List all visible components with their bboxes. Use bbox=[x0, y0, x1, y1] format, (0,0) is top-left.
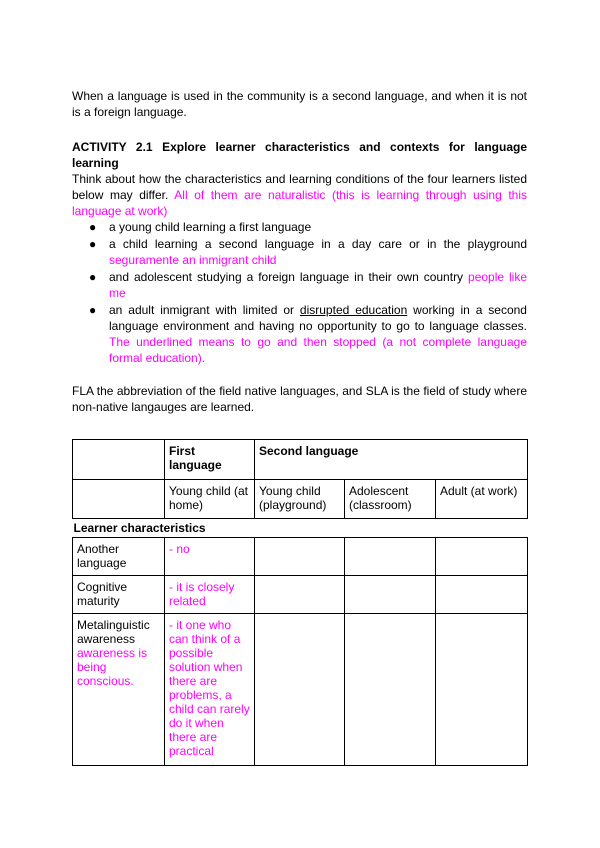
subheader-adult: Adult (at work) bbox=[436, 480, 528, 519]
table-row bbox=[73, 614, 528, 766]
bullet-note: The underlined means to go and then stopped (a not complete language formal education). bbox=[109, 335, 527, 365]
empty-cell bbox=[436, 538, 528, 576]
bullet-text: a young child learning a first language bbox=[109, 220, 312, 234]
row-label-cell bbox=[73, 614, 165, 766]
section-row bbox=[73, 519, 528, 538]
empty-cell bbox=[255, 576, 345, 614]
first-language-cell: - no bbox=[165, 538, 255, 576]
bullet-text-before: an adult inmigrant with limited or bbox=[109, 303, 294, 317]
activity-prompt bbox=[72, 171, 527, 219]
list-item bbox=[72, 219, 527, 235]
row-label: Another language bbox=[73, 538, 165, 576]
activity-prompt-note: All of them are naturalistic (this is learning through using this language at work) bbox=[72, 188, 528, 218]
activity-prompt-text: Think about how the characteristics and learning conditions of the four learners listed below may differ. bbox=[72, 172, 527, 202]
bullet-icon: ● bbox=[89, 220, 97, 234]
first-language-header: First language bbox=[165, 440, 255, 480]
table-row bbox=[73, 576, 528, 614]
row-label: Metalinguistic awareness bbox=[77, 618, 150, 646]
bullet-note: people like me bbox=[109, 270, 528, 300]
bullet-icon: ● bbox=[89, 270, 97, 284]
empty-header-cell bbox=[73, 440, 165, 480]
empty-cell bbox=[345, 538, 436, 576]
bullet-text: a child learning a second language in a day care or in the playground bbox=[109, 237, 527, 251]
empty-cell bbox=[255, 614, 345, 766]
empty-cell bbox=[345, 614, 436, 766]
list-item bbox=[72, 302, 527, 366]
table-row bbox=[73, 538, 528, 576]
table-header-row bbox=[73, 440, 528, 480]
activity-title: ACTIVITY 2.1 Explore learner characteristics and contexts for language learning bbox=[72, 140, 527, 170]
first-language-cell: - it is closely related bbox=[165, 576, 255, 614]
fla-paragraph: FLA the abbreviation of the field native languages, and SLA is the field of study where non-native langauges are learned. bbox=[72, 384, 527, 414]
document-body bbox=[72, 88, 527, 415]
learner-list bbox=[72, 219, 527, 366]
subheader-adolescent: Adolescent (classroom) bbox=[345, 480, 436, 519]
bullet-text-after: working in a second language environment and having no opportunity to go to language classes. bbox=[109, 303, 527, 333]
section-label: Learner characteristics bbox=[73, 519, 528, 538]
list-item bbox=[72, 269, 527, 301]
empty-subheader-cell bbox=[73, 480, 165, 519]
empty-cell bbox=[255, 538, 345, 576]
row-label: Cognitive maturity bbox=[73, 576, 165, 614]
learner-table bbox=[72, 439, 528, 766]
first-language-cell: - it one who can think of a possible solution when there are problems, a child can rarely do it when there are practical bbox=[165, 614, 255, 766]
list-item bbox=[72, 236, 527, 268]
empty-cell bbox=[345, 576, 436, 614]
empty-cell bbox=[436, 576, 528, 614]
bullet-icon: ● bbox=[89, 237, 97, 251]
intro-paragraph: When a language is used in the community is a second language, and when it is not is a foreign language. bbox=[72, 89, 527, 119]
bullet-text: and adolescent studying a foreign language in their own country bbox=[109, 270, 464, 284]
subheader-young-home: Young child (at home) bbox=[165, 480, 255, 519]
empty-cell bbox=[436, 614, 528, 766]
bullet-icon: ● bbox=[89, 303, 97, 317]
second-language-header: Second language bbox=[255, 440, 528, 480]
row-label-note: awareness is being conscious. bbox=[77, 646, 148, 688]
bullet-note: seguramente an inmigrant child bbox=[109, 253, 277, 267]
subheader-young-playground: Young child (playground) bbox=[255, 480, 345, 519]
underlined-phrase: disrupted education bbox=[299, 303, 408, 317]
table-subheader-row bbox=[73, 480, 528, 519]
